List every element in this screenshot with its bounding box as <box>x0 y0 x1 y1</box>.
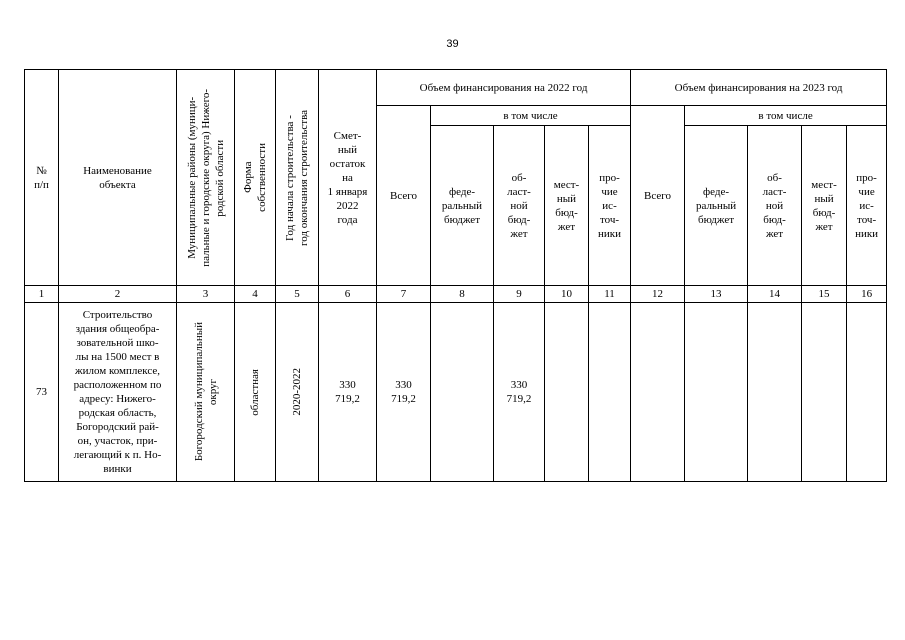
header-regional-2023: об- ласт- ной бюд- жет <box>748 126 802 286</box>
header-federal-2023: феде- ральный бюджет <box>685 126 748 286</box>
row-other-2022 <box>589 303 631 482</box>
row-federal-2023 <box>685 303 748 482</box>
row-total-2022: 330 719,2 <box>377 303 431 482</box>
row-years: 2020-2022 <box>276 303 319 482</box>
row-other-2023 <box>847 303 887 482</box>
column-number: 6 <box>319 286 377 303</box>
header-other-2022: про- чие ис- точ- ники <box>589 126 631 286</box>
header-group-2022: Объем финансирования на 2022 год <box>377 70 631 106</box>
column-number: 15 <box>802 286 847 303</box>
column-number: 14 <box>748 286 802 303</box>
table-row <box>25 303 887 482</box>
column-number: 1 <box>25 286 59 303</box>
row-num: 73 <box>25 303 59 482</box>
row-local-2023 <box>802 303 847 482</box>
column-number: 8 <box>431 286 494 303</box>
row-ownership: областная <box>235 303 276 482</box>
header-including-2023: в том числе <box>685 106 887 126</box>
header-estimate-balance: Смет- ный остаток на 1 января 2022 года <box>319 70 377 286</box>
column-number: 3 <box>177 286 235 303</box>
header-local-2023: мест- ный бюд- жет <box>802 126 847 286</box>
row-regional-2023 <box>748 303 802 482</box>
header-other-2023: про- чие ис- точ- ники <box>847 126 887 286</box>
row-federal-2022 <box>431 303 494 482</box>
row-regional-2022: 330 719,2 <box>494 303 545 482</box>
page-number: 39 <box>446 38 459 50</box>
header-federal-2022: феде- ральный бюджет <box>431 126 494 286</box>
financing-table <box>24 69 887 482</box>
row-total-2023 <box>631 303 685 482</box>
header-ownership: Форма собственности <box>235 70 276 286</box>
header-num: № п/п <box>25 70 59 286</box>
column-number: 7 <box>377 286 431 303</box>
column-number: 16 <box>847 286 887 303</box>
column-number: 13 <box>685 286 748 303</box>
column-number: 2 <box>59 286 177 303</box>
row-district: Богородский муниципальный округ <box>177 303 235 482</box>
row-local-2022 <box>545 303 589 482</box>
header-years: Год начала строительства - год окончания строительства <box>276 70 319 286</box>
column-number: 9 <box>494 286 545 303</box>
header-district: Муниципальные районы (муници- пальные и городские округа) Нижего- родской области <box>177 70 235 286</box>
header-including-2022: в том числе <box>431 106 631 126</box>
row-object-name: Строительство здания общеобра- зовательной шко- лы на 1500 мест в жилом комплексе, расположенном по адресу: Нижего- родская область, Богородский рай- он, участок, при- легающий к п. Но- винки <box>59 303 177 482</box>
header-total-2022: Всего <box>377 106 431 286</box>
header-local-2022: мест- ный бюд- жет <box>545 126 589 286</box>
header-name: Наименование объекта <box>59 70 177 286</box>
column-number: 4 <box>235 286 276 303</box>
header-regional-2022: об- ласт- ной бюд- жет <box>494 126 545 286</box>
column-number-row <box>25 286 887 303</box>
column-number: 10 <box>545 286 589 303</box>
column-number: 5 <box>276 286 319 303</box>
header-row-groups <box>25 70 887 106</box>
column-number: 11 <box>589 286 631 303</box>
column-number: 12 <box>631 286 685 303</box>
row-estimate-balance: 330 719,2 <box>319 303 377 482</box>
header-group-2023: Объем финансирования на 2023 год <box>631 70 887 106</box>
header-total-2023: Всего <box>631 106 685 286</box>
